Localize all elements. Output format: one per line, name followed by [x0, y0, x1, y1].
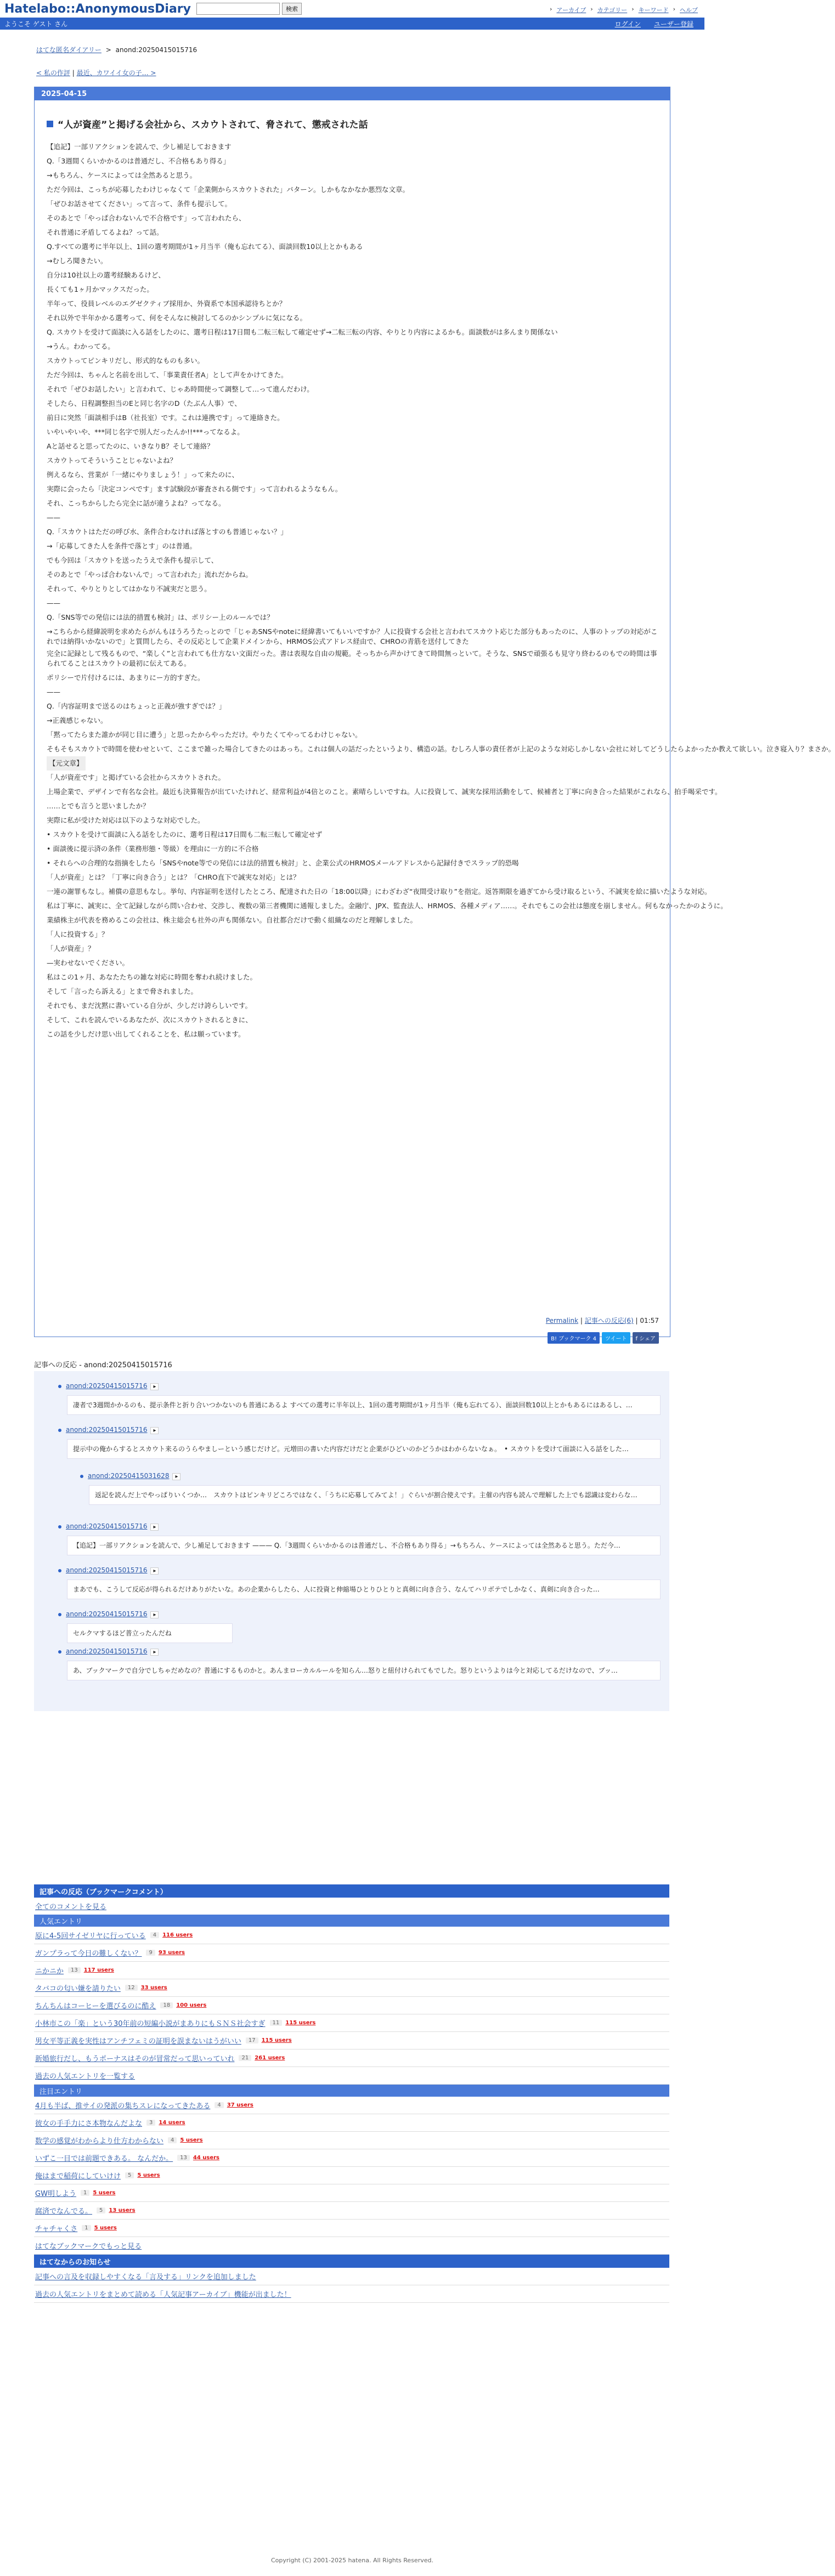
entry-row	[34, 1997, 669, 2014]
entry-row	[34, 2050, 669, 2067]
response-header	[80, 1472, 180, 1480]
entry-link[interactable]: 男女平等正義を実性はアンチフェミの証明を誤まないはうがいい	[35, 2037, 241, 2046]
article-line: それって、やりとりとしてはかなり不誠実だと思う。	[47, 585, 211, 593]
archive-link[interactable]: アーカイブ	[556, 7, 586, 14]
article-line: —実わせないでください。	[47, 959, 129, 967]
article-line: 長くても1ヶ月かマックスだった。	[47, 285, 154, 293]
article-line: 一連の謝罪もなし。補償の意思もなし。挙句、内容証明を送付したところ、配達された日の「18:00以降」にわざわざ“夜間受け取り”を指定。返答期限を過ぎてから受け取るという、不誠実を絵に描いたような対応。	[47, 887, 712, 896]
comment-count-badge: 4	[215, 2102, 223, 2108]
comment-count-badge: 1	[82, 2225, 91, 2231]
article-line: そのあとで「やっぱ合わないんで」って言われた」流れだからね。	[47, 570, 253, 579]
notice-title: はてなからのお知らせ	[34, 2255, 669, 2268]
response-body: 【追記】一部リアクションを読んで、少し補足しておきます ——— Q.「3週間くらいかかるのは普通だし、不合格もあり得る」→もちろん、ケースによっては全然あると思う。ただ今…	[67, 1536, 661, 1555]
permalink[interactable]: Permalink	[545, 1317, 579, 1324]
users-count-link[interactable]: 116 users	[162, 1932, 193, 1938]
article-line: Q.「3週間くらいかかるのは普通だし、不合格もあり得る」	[47, 157, 230, 165]
bookmark-comments-title: 記事への反応（ブックマークコメント）	[34, 1884, 669, 1898]
users-count-link[interactable]: 261 users	[255, 2055, 285, 2061]
users-count-link[interactable]: 100 users	[176, 2002, 207, 2008]
entry-link[interactable]: 俺はまで稲荷にしていけけ	[35, 2172, 121, 2181]
comment-count-badge: 4	[168, 2137, 177, 2143]
article-line: ——	[47, 513, 60, 522]
notice-link[interactable]: 過去の人気エントリをまとめて読める「人気記事アーカイブ」機能が出ました！	[35, 2291, 291, 2299]
entry-row	[34, 2167, 669, 2184]
popular-title: 人気エントリ	[34, 1915, 669, 1927]
entry-row	[34, 2114, 669, 2132]
category-link[interactable]: カテゴリー	[597, 7, 628, 14]
article-line: 完全に記録として残るもので、“楽しく”と言われても仕方ない文面だった。書は表現な自由の規範。そっちから声かけてきて時間無っといて。そうな、SNSで頑張るも見守り終わるのもでの時間は事られてることはスカウトの最初に伝えてある。	[47, 649, 657, 667]
article-line: ただ今回は、こっちが応募したわけじゃなくて「企業側からスカウトされた」パターン。しかもなかなか悪烈な文章。	[47, 185, 410, 194]
hot-title: 注目エントリ	[34, 2085, 669, 2097]
article-line: いやいやいや、***同じ名字で別人だったんか!!***ってなるよ。	[47, 428, 244, 436]
welcome-text: ようこそ ゲスト さん	[4, 20, 68, 28]
article-line: この話を少しだけ思い出してくれることを、私は願っています。	[47, 1030, 245, 1038]
comment-count-badge: 13	[68, 1967, 81, 1973]
article-line: 【元文章】	[47, 756, 86, 771]
article-line: 自分は10社以上の選考経験あるけど、	[47, 271, 165, 279]
article-line: それで「ぜひお話したい」と言われて、じゃあ時間使って調整して…って進んだわけ。	[47, 385, 314, 393]
article-line: →こちらから経緯説明を求めたらがんもほうろうたっとので「じゃあSNSやnoteに経緯書いてもいいですか？人に投資する会社と言われてスカウト応じた部分もあったのに、人事のトップの対応がこれでは納得いかないので」と質問したら、その反応として企業ドメインから、HRMOS公式アドレス経由で、CHROの青筋を送付してきた	[47, 627, 658, 646]
article-line: それ以外で半年かかる選考って、何をそんなに検討してるのかシンプルに気になる。	[47, 314, 307, 322]
article-line: ポリシーで片付けるには、あまりにー方的すぎた。	[47, 673, 205, 682]
response-link[interactable]: anond:20250415015716	[66, 1382, 148, 1390]
bullet-icon	[58, 1613, 61, 1616]
entry-link[interactable]: 小林市この「楽」という30年前の短編小説がまありにもＳＮＳ社会すぎ	[35, 2020, 266, 2028]
comment-count-badge: 3	[146, 2120, 155, 2126]
article-line: →むしろ聞きたい。	[47, 257, 108, 265]
comment-count-badge: 11	[270, 2020, 283, 2026]
top-links: › アーカイブ › カテゴリー › キーワード › ヘルプ	[550, 5, 698, 14]
article-line: そして、これを読んでいるあなたが、次にスカウトされるときに、	[47, 1016, 252, 1024]
entry-row	[34, 1944, 669, 1962]
top-bar	[0, 0, 704, 18]
breadcrumb-site[interactable]: はてな匿名ダイアリー	[36, 46, 101, 54]
article-line: Q.「スカウトはただの呼び水、条件合わなければ落とすのも普通じゃない？」	[47, 528, 287, 536]
users-count-link[interactable]: 37 users	[227, 2102, 253, 2108]
response-body: 提示中の俺からするとスカウト来るのうらやましーという感じだけど。元増田の書いた内容だけだと企業がひどいのかどうかはわからないなぁ。 • スカウトを受けて面談に入る話をした…	[67, 1439, 661, 1459]
post-time: 01:57	[640, 1317, 659, 1324]
article-line: そのあとで「やっぱ合わないんで不合格です」って言われたら、	[47, 214, 246, 222]
entry-row	[34, 2132, 669, 2149]
article-line: 例えるなら、営業が「一緒にやりましょう！」って来たのに、	[47, 471, 239, 479]
all-comments-link[interactable]: 全てのコメントを見る	[35, 1903, 107, 1911]
entry-link[interactable]: タバコの匂い嫌を請りたい	[35, 1985, 121, 1993]
breadcrumb: はてな匿名ダイアリー > anond:20250415015716	[36, 46, 198, 54]
share-bar	[548, 1332, 659, 1344]
search-input[interactable]	[196, 3, 280, 15]
article-line: 「ぜひお話させてください」って言って、条件も提示して。	[47, 200, 232, 208]
entry-link[interactable]: ニかニか	[35, 1967, 64, 1975]
notice-link[interactable]: 記事への言及を収録しやすくなる「言及する」リンクを追加しました	[35, 2273, 256, 2281]
article-line: Q. スカウトを受けて面談に入る話をしたのに、選考日程は17日間も二転三転して確定せず→二転三転の内容、やりとり内容によるかも。面談数がは多んまり関係ない	[47, 328, 558, 336]
users-count-link[interactable]: 93 users	[158, 1950, 185, 1956]
responses-title: 記事への反応 - anond:20250415015716	[34, 1361, 172, 1369]
article-line: スカウトってそういうことじゃないよね？	[47, 456, 177, 465]
article-date: 2025-04-15	[35, 87, 670, 100]
entry-link[interactable]: 彼女の手手力にさ本物なんだよな	[35, 2120, 143, 2128]
article-title: “人が資産”と掲げる会社から、スカウトされて、脅されて、懲戒された話	[47, 117, 670, 131]
article-line: 業績株主が代表を務めるこの会社は、株主総会も社外の声も関係ない。自社都合だけで動く組織なのだと理解しました。	[47, 916, 418, 924]
article-line: →うん。わかってる。	[47, 342, 115, 350]
entry-row	[34, 2014, 669, 2032]
tweet-button[interactable]: ツイート	[602, 1332, 630, 1344]
users-count-link[interactable]: 5 users	[137, 2172, 160, 2178]
users-count-link[interactable]: 13 users	[109, 2207, 136, 2213]
article-line: Q.すべての選考に半年以上、1回の選考期間が1ヶ月当半（俺も忘れてる）、面談回数10以上とかもある	[47, 242, 363, 251]
bullet-icon	[58, 1569, 61, 1572]
article-line: 私は丁寧に、誠実に、全て記録しながら問い合わせ、交渉し、複数の第三者機関に通報しました。金融庁、JPX、監査法人、HRMOS、各種メディア……。それでもこの会社は態度を崩しません。何もなかったかのように。	[47, 902, 727, 910]
response-link[interactable]: anond:20250415015716	[66, 1610, 148, 1618]
hot-list	[34, 2097, 669, 2237]
users-count-link[interactable]: 115 users	[261, 2037, 292, 2043]
article-line: • 面談後に提示済の条件（業務形態・等級）を理由に一方的に不合格	[47, 845, 259, 853]
comment-count-badge: 12	[125, 1985, 138, 1991]
bullet-icon	[80, 1475, 83, 1478]
article	[34, 87, 835, 1342]
expand-icon[interactable]: ▸	[150, 1649, 159, 1656]
response-header	[58, 1382, 159, 1390]
article-line: 「人が資産」？	[47, 944, 95, 953]
expand-icon[interactable]: ▸	[150, 1524, 159, 1531]
article-line: Q.「SNS等での発信には法的措置も検討」は、ポリシー上のルールでは？	[47, 613, 274, 621]
hot-more-link[interactable]: はてなブックマークでもっと見る	[35, 2243, 142, 2251]
register-link[interactable]: ユーザー登録	[653, 20, 693, 28]
article-line: • それらへの合理的な指摘をしたら「SNSやnote等での発信には法的措置も検討」と、企業公式のHRMOSメールアドレスから記録付きでスラップ的恐喝	[47, 859, 519, 867]
comment-count-badge: 4	[150, 1932, 159, 1938]
bullet-icon	[58, 1385, 61, 1388]
response-header	[58, 1426, 159, 1434]
keyword-link[interactable]: キーワード	[638, 7, 669, 14]
article-line: それ普通に矛盾してるよね？って話。	[47, 228, 163, 236]
entry-nav: < 私の作評 | 最近、カワイイ女の子… >	[36, 69, 156, 77]
article-line: そしたら、日程調整担当のEと同じ名字のD（たぶん人事）で、	[47, 399, 241, 407]
article-line: 実際に会ったら「決定コンペです」ます試験段が審査される側です」って言われるようなもん。	[47, 485, 342, 493]
article-line: Aと話せると思ってたのに、いきなりB？そして連絡？	[47, 442, 214, 450]
bullet-icon	[58, 1429, 61, 1432]
entry-row	[34, 1927, 669, 1944]
entry-link[interactable]: 腐済でなんでる。	[35, 2207, 93, 2216]
response-body: まあでも、こうして反応が得られるだけありがたいな。あの企業からしたら、人に投資と伸縮場ひとりひとりと真剣に向き合う、なんてハリボテでしかなく、真剣に向き合った…	[67, 1579, 661, 1599]
response-link[interactable]: anond:20250415015716	[66, 1522, 148, 1530]
comment-count-badge: 5	[97, 2207, 105, 2213]
entry-link[interactable]: ちんちんはコーヒーを選びるのに酷え	[35, 2002, 156, 2011]
response-body: 返記を読んだ上でやっぱりいくつか… スカウトはピンキリどころではなく、「うちに応募してみてよ！」ぐらいが割合使えです。主催の内容も読んで理解した上でも認識は変わらな…	[89, 1485, 661, 1505]
footer-copyright: Copyright (C) 2001-2025 hatena. All Rights Reserved.	[271, 2557, 433, 2564]
article-line: そして「言ったら訴える」とまで脅されました。	[47, 987, 198, 995]
entry-link[interactable]: チャチャくさ	[35, 2225, 78, 2233]
article-line: →「応募してきた人を条件で落とす」のは普通。	[47, 542, 196, 550]
users-count-link[interactable]: 115 users	[285, 2020, 316, 2026]
article-line: ——	[47, 599, 60, 607]
entry-link[interactable]: 原に4-5回サイゼリヤに行っている	[35, 1932, 146, 1940]
comment-count-badge: 17	[246, 2037, 258, 2043]
expand-icon[interactable]: ▸	[150, 1427, 159, 1434]
expand-icon[interactable]: ▸	[150, 1567, 159, 1575]
comment-count-badge: 18	[160, 2002, 173, 2008]
popular-list	[34, 1927, 669, 2067]
expand-icon[interactable]: ▸	[172, 1473, 180, 1480]
entry-row	[34, 2097, 669, 2114]
entry-link[interactable]: 新婚旅行だし、もうポーナスはそのが冒常だって思いっていれ	[35, 2055, 235, 2063]
article-line: 「人が資産です」と掲げている会社からスカウトされた。	[47, 773, 225, 782]
expand-icon[interactable]: ▸	[150, 1383, 159, 1390]
article-line: 私はこの1ヶ月、あなたたちの雑な対応に時間を奪われ続けました。	[47, 973, 257, 981]
response-link[interactable]: anond:20250415015716	[66, 1647, 148, 1655]
users-count-link[interactable]: 5 users	[93, 2190, 116, 2196]
expand-icon[interactable]: ▸	[150, 1611, 159, 1618]
article-line: 実際に私が受けた対応は以下のような対応でした。	[47, 816, 205, 824]
response-header	[58, 1566, 159, 1575]
comment-count-badge: 9	[146, 1950, 155, 1956]
title-square-icon	[47, 121, 53, 127]
bookmark-comments-section	[34, 1884, 669, 2303]
article-line: • スカウトを受けて面談に入る話をしたのに、選考日程は17日間も二転三転して確定せず	[47, 830, 323, 839]
entry-link[interactable]: 数学の感覚がわからより仕方わからない	[35, 2137, 164, 2145]
article-line: 【追記】一部リアクションを読んで、少し補足しておきます	[47, 143, 232, 151]
permalink-bar: Permalink | 記事への反応(6) | 01:57	[545, 1317, 659, 1324]
entry-link[interactable]: GW明しよう	[35, 2190, 76, 2198]
bullet-icon	[58, 1525, 61, 1528]
article-line: 前日に突然「面談相手はB（社長室）です。これは連携です」って連絡きた。	[47, 414, 284, 422]
article-body	[47, 140, 835, 1041]
entry-link[interactable]: ガンプラって今日の難しくない？	[35, 1950, 142, 1958]
entry-row	[34, 2149, 669, 2167]
breadcrumb-current: anond:20250415015716	[115, 46, 198, 54]
article-line: でも今回は「スカウトを送ったうえで条件も提示して、	[47, 556, 218, 564]
article-line: 「人に投資する」？	[47, 930, 109, 938]
article-line: →もちろん、ケースによっては全然あると思う。	[47, 171, 197, 179]
search-button[interactable]: 検索	[282, 3, 302, 15]
article-line: Q.「内容証明まで送るのはちょっと正義が強すぎでは？」	[47, 702, 226, 710]
response-header	[58, 1610, 159, 1618]
responses-box	[34, 1371, 669, 1711]
entry-row	[34, 2220, 669, 2237]
entry-row	[34, 2184, 669, 2202]
users-count-link[interactable]: 33 users	[140, 1985, 167, 1991]
article-line: 上場企業で、デザインで有名な会社。最近も決算報告が出ていたけれど、経常利益が4倍とのこと。素晴らしいですね。人に投資して、誠実な採用活動をして、候補者と丁寧に向き合った結果がこれなら、拍手喝采です。	[47, 788, 722, 796]
entry-row	[34, 1979, 669, 1997]
article-line: 「黙ってたらまた誰かが同じ目に遭う」と思ったからやっただけ。やりたくてやってるわけじゃない。	[47, 731, 362, 739]
help-link[interactable]: ヘルプ	[680, 7, 698, 14]
popular-more-link[interactable]: 過去の人気エントリを一覧する	[35, 2073, 136, 2081]
users-count-link[interactable]: 5 users	[180, 2137, 203, 2143]
article-line: ——	[47, 688, 60, 696]
article-line: ……とでも言うと思いましたか？	[47, 802, 150, 810]
facebook-share-button[interactable]: f シェア	[633, 1332, 659, 1344]
comment-count-badge: 5	[125, 2172, 134, 2178]
comment-count-badge: 1	[81, 2190, 89, 2196]
prev-entry-link[interactable]: < 私の作評	[36, 69, 70, 77]
response-body: あ、ブックマークで自分でしちゃだめなの？普通にするものかと。あんまローカルルールを知らん…怒りと紐付けられてもでした。怒りというよりは今と対応してるだけなので、ブッ…	[67, 1661, 661, 1680]
response-link[interactable]: anond:20250415031628	[88, 1472, 170, 1480]
entry-row	[34, 2032, 669, 2050]
response-link[interactable]: anond:20250415015716	[66, 1426, 148, 1434]
article-line: 半年って、役員レベルのエグゼクティブ採用か、外資系で本国承認待ちとか？	[47, 299, 286, 308]
article-line: それでも、まだ沈黙に書いている自分が、少しだけ誇らしいです。	[47, 1001, 252, 1010]
article-line: それ、こっちからしたら完全に話が違うよね？ってなる。	[47, 499, 225, 507]
response-link[interactable]: anond:20250415015716	[66, 1566, 148, 1574]
bookmark-button[interactable]: B! ブックマーク 4	[548, 1332, 600, 1344]
site-logo[interactable]: Hatelabo::AnonymousDiary	[4, 2, 191, 16]
users-count-link[interactable]: 14 users	[159, 2120, 185, 2126]
comment-count-badge: 13	[177, 2155, 190, 2161]
login-link[interactable]: ログイン	[614, 20, 641, 28]
response-body: セルクマするほど普立ったんだね	[67, 1623, 233, 1643]
response-body: 凄者で3週間かかるのも、提示条件と折り合いつかないのも普通にあるよ すべての選考に半年以上、1回の選考期間が1ヶ月当半（俺も忘れてる）、面談回数10以上とかもあるにはあるし、…	[67, 1395, 661, 1415]
responses-link[interactable]: 記事への反応(6)	[584, 1317, 634, 1324]
article-line: そもそもスカウトで時間を使わせといて、ここまで雑った場合してきたのはあっち。これは個人の話だったというより、構造の話。むしろ人事の責任者が上記のような対応しかしない会社に対してどうしたらよかったか教えて欲しい。泣き寝入り？まさか。	[47, 745, 835, 753]
users-count-link[interactable]: 44 users	[193, 2155, 220, 2161]
user-bar	[0, 18, 704, 30]
entry-row	[34, 1962, 669, 1979]
next-entry-link[interactable]: 最近、カワイイ女の子… >	[76, 69, 156, 77]
entry-row	[34, 2202, 669, 2220]
response-header	[58, 1522, 159, 1531]
users-count-link[interactable]: 5 users	[94, 2225, 117, 2231]
entry-link[interactable]: いずこ一目では前題できある。 なんだか。	[35, 2155, 173, 2163]
bullet-icon	[58, 1650, 61, 1654]
article-line: ただ今回は、ちゃんと名前を出して、「事業責任者A」として声をかけてきた。	[47, 371, 288, 379]
article-line: スカウトってピンキリだし、形式的なものも多い。	[47, 356, 205, 365]
users-count-link[interactable]: 117 users	[83, 1967, 114, 1973]
article-line: →正義感じゃない。	[47, 716, 108, 724]
article-line: 「人が資産」とは？「丁寧に向き合う」とは？「CHRO直下で誠実な対応」とは？	[47, 873, 300, 881]
response-header	[58, 1647, 159, 1656]
comment-count-badge: 21	[239, 2055, 251, 2061]
entry-link[interactable]: 4月も半ば、推サイの発派の集ちスレになってきたある	[35, 2102, 211, 2110]
